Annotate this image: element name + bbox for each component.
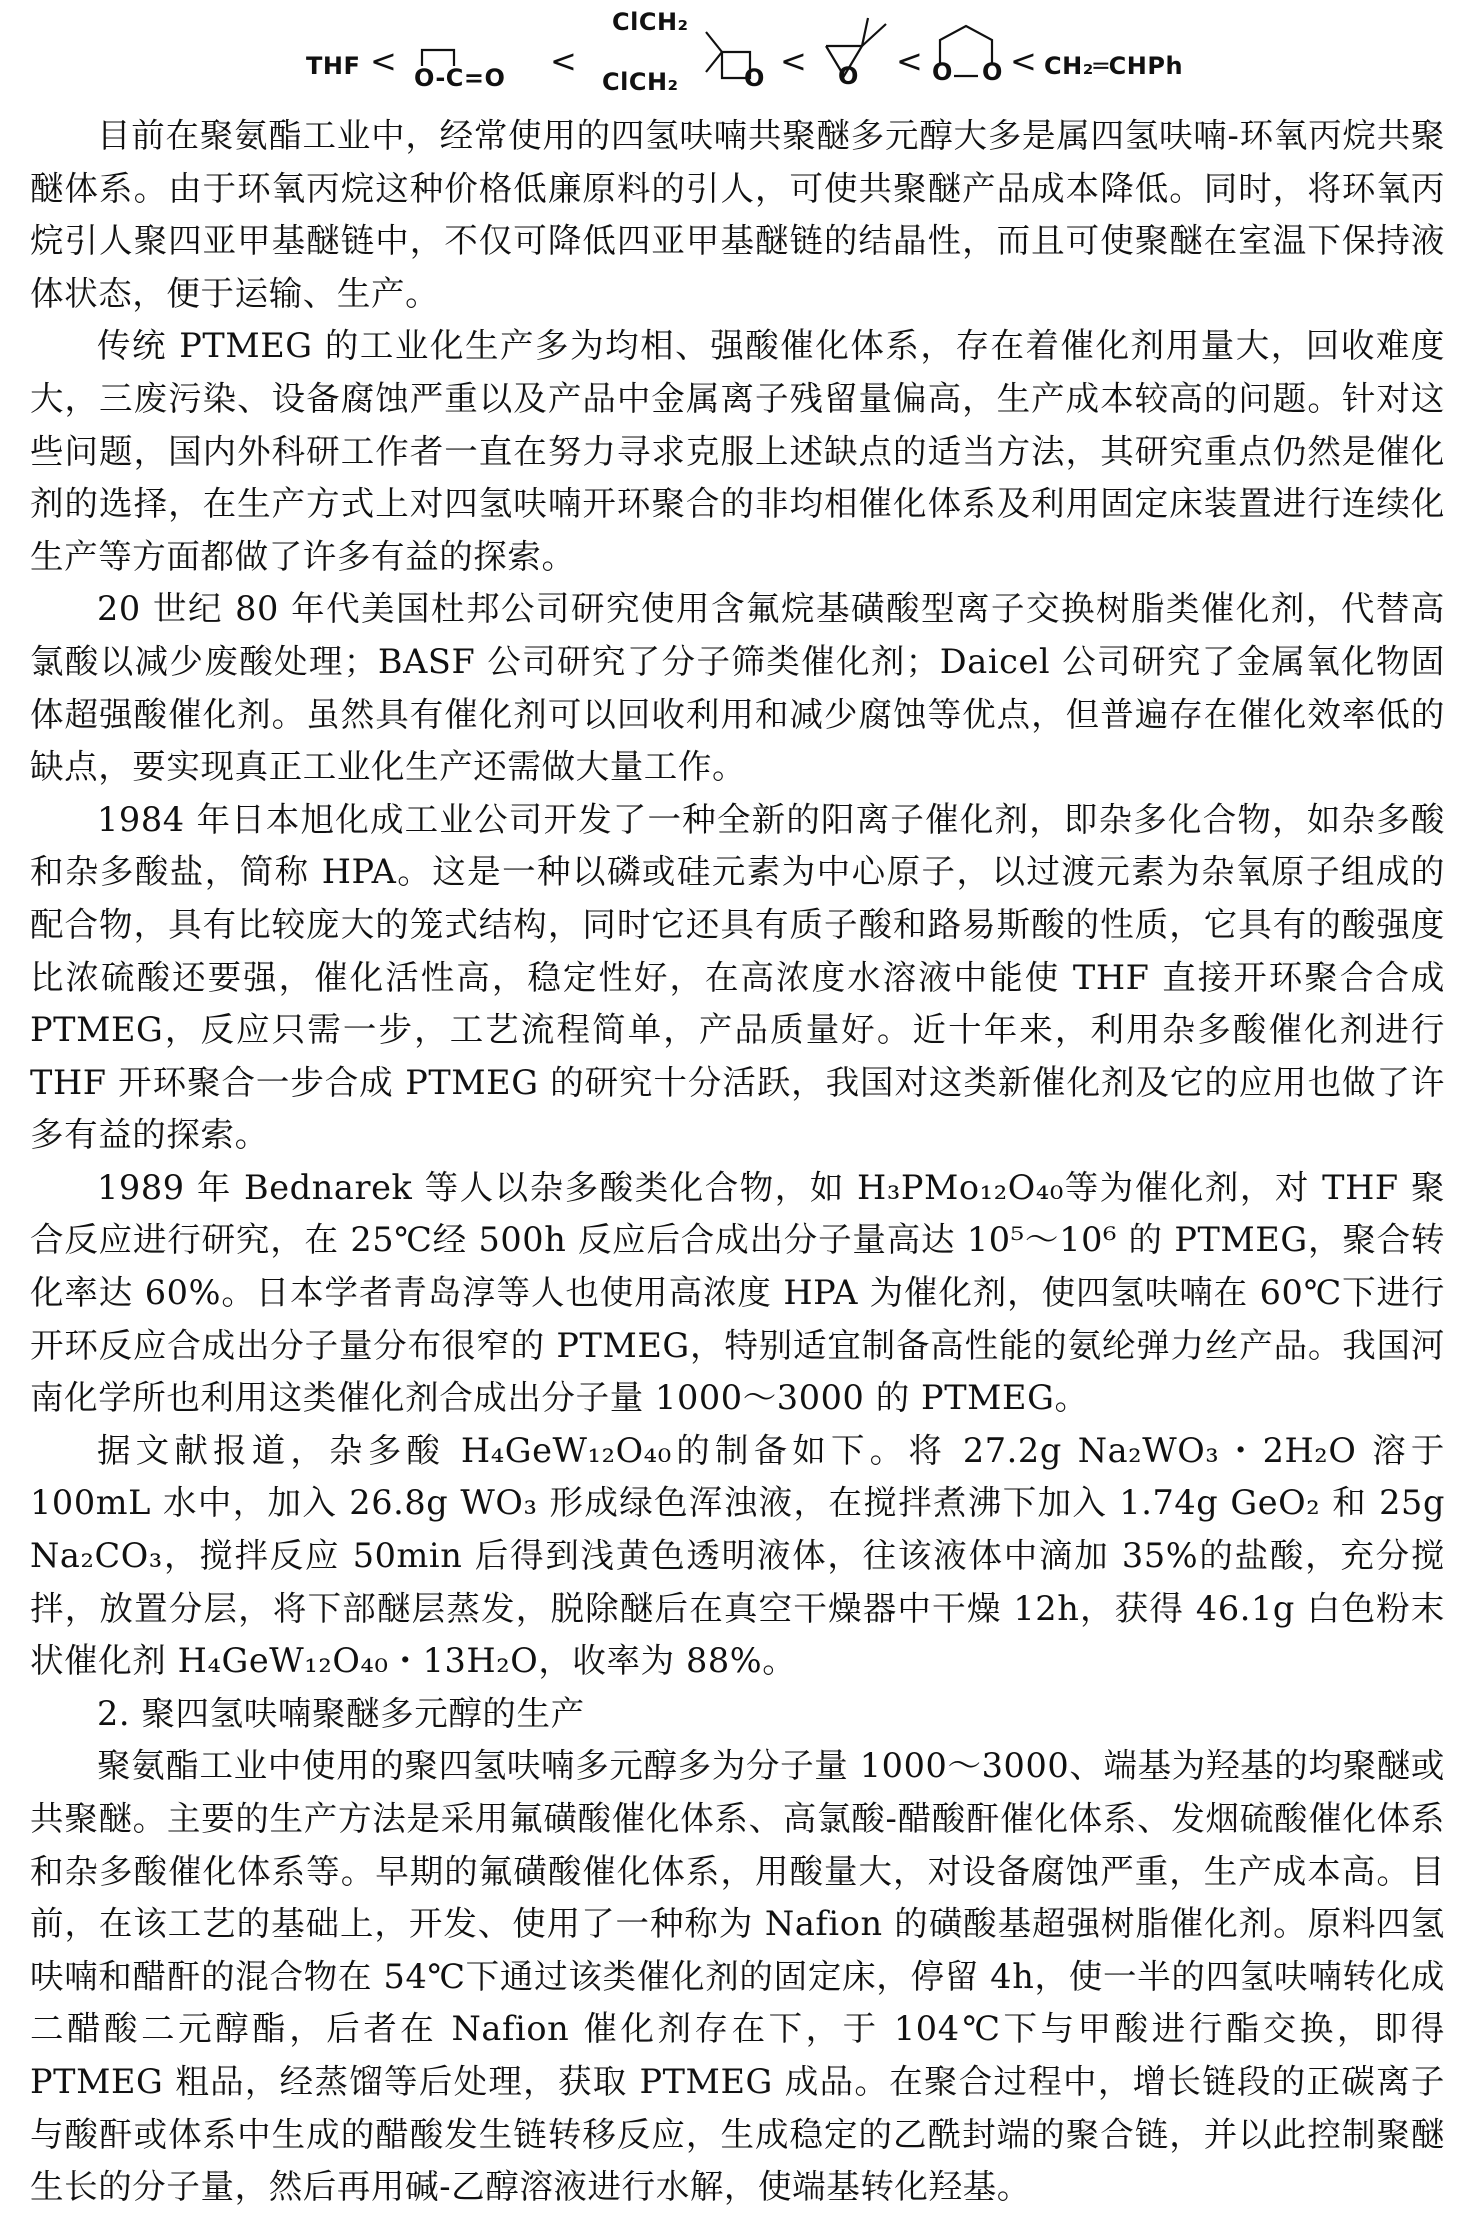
section-heading-ptmeg-production: 2. 聚四氢呋喃聚醚多元醇的生产 xyxy=(97,1693,585,1733)
formula-dioxolane-o2: O xyxy=(982,58,1003,86)
formula-less-than-1: < xyxy=(370,42,397,80)
paragraph-ptmeg-production-methods: 聚氨酯工业中使用的聚四氢呋喃多元醇多为分子量 1000～3000、端基为羟基的均聚醚或共聚醚。主要的生产方法是采用氟磺酸催化体系、高氯酸-醋酸酐催化体系、发烟硫酸催化体系和杂多酸催化体系等。早期的氟磺酸催化体系，用酸量大，对设备腐蚀严重，生产成本高。目前，在该工艺的基础上，开发、使用了一种称为 Nafion 的磺酸基超强树脂催化剂。原料四氢呋喃和醋酐的混合物在 54℃下通过该类催化剂的固定床，停留 4h，使一半的四氢呋喃转化成二醋酸二元醇酯，后者在 Nafion 催化剂存在下，于 104℃下与甲酸进行酯交换，即得 PTMEG 粗品，经蒸馏等后处理，获取 PTMEG 成品。在聚合过程中，增长链段的正碳离子与酸酐或体系中生成的醋酸发生链转移反应，生成稳定的乙酰封端的聚合链，并以此控制聚醚生长的分子量，然后再用碱-乙醇溶液进行水解，使端基转化羟基。 xyxy=(30,1746,1445,2207)
document-page xyxy=(30,0,1445,2214)
formula-thf: THF xyxy=(306,52,361,80)
formula-lactone: O-C=O xyxy=(414,64,506,92)
formula-dioxolane-o1: O xyxy=(932,58,953,86)
reactivity-order-formula xyxy=(30,0,1445,110)
formula-less-than-3: < xyxy=(780,42,807,80)
paragraph-traditional-ptmeg: 传统 PTMEG 的工业化生产多为均相、强酸催化体系，存在着催化剂用量大，回收难度大，三废污染、设备腐蚀严重以及产品中金属离子残留量偏高，生产成本较高的问题。针对这些问题，国内外科研工作者一直在努力寻求克服上述缺点的适当方法，其研究重点仍然是催化剂的选择，在生产方式上对四氢呋喃开环聚合的非均相催化体系及利用固定床装置进行连续化生产等方面都做了许多有益的探索。 xyxy=(30,326,1445,576)
formula-clch2-top: ClCH₂ xyxy=(612,8,689,36)
formula-styrene: CH₂═CHPh xyxy=(1044,52,1184,80)
paragraph-thf-copolyether: 目前在聚氨酯工业中，经常使用的四氢呋喃共聚醚多元醇大多是属四氢呋喃-环氧丙烷共聚醚体系。由于环氧丙烷这种价格低廉原料的引人，可使共聚醚产品成本降低。同时，将环氧丙烷引人聚四亚甲基醚链中，不仅可降低四亚甲基醚链的结晶性，而且可使聚醚在室温下保持液体状态，便于运输、生产。 xyxy=(30,116,1445,313)
paragraph-bednarek-1989: 1989 年 Bednarek 等人以杂多酸类化合物，如 H₃PMo₁₂O₄₀等为催化剂，对 THF 聚合反应进行研究，在 25℃经 500h 反应后合成出分子量高达 10⁵～10⁶ 的 PTMEG，聚合转化率达 60%。日本学者青岛淳等人也使用高浓度 HPA 为催化剂，使四氢呋喃在 60℃下进行开环反应合成出分子量分布很窄的 PTMEG，特别适宜制备高性能的氨纶弹力丝产品。我国河南化学所也利用这类催化剂合成出分子量 1000～3000 的 PTMEG。 xyxy=(30,1167,1445,1418)
formula-oxetane-o: O xyxy=(744,64,765,92)
formula-epoxide-o: O xyxy=(838,62,859,90)
paragraph-hpa-preparation: 据文献报道，杂多酸 H₄GeW₁₂O₄₀的制备如下。将 27.2g Na₂WO₃・2H₂O 溶于 100mL 水中，加入 26.8g WO₃ 形成绿色浑浊液，在搅拌煮沸下加入 1.74g GeO₂ 和 25g Na₂CO₃，搅拌反应 50min 后得到浅黄色透明液体，往该液体中滴加 35%的盐酸，充分搅拌，放置分层，将下部醚层蒸发，脱除醚后在真空干燥器中干燥 12h，获得 46.1g 白色粉末状催化剂 H₄GeW₁₂O₄₀・13H₂O，收率为 88%。 xyxy=(30,1430,1445,1681)
formula-less-than-5: < xyxy=(1010,42,1037,80)
formula-clch2-bottom: ClCH₂ xyxy=(602,68,679,96)
formula-less-than-2: < xyxy=(550,42,577,80)
formula-less-than-4: < xyxy=(896,42,923,80)
paragraph-1980s-catalysts: 20 世纪 80 年代美国杜邦公司研究使用含氟烷基磺酸型离子交换树脂类催化剂，代替高氯酸以减少废酸处理；BASF 公司研究了分子筛类催化剂；Daicel 公司研究了金属氧化物固体超强酸催化剂。虽然具有催化剂可以回收利用和减少腐蚀等优点，但普遍存在催化效率低的缺点，要实现真正工业化生产还需做大量工作。 xyxy=(30,589,1445,787)
paragraph-hpa-1984: 1984 年日本旭化成工业公司开发了一种全新的阳离子催化剂，即杂多化合物，如杂多酸和杂多酸盐，简称 HPA。这是一种以磷或硅元素为中心原子，以过渡元素为杂氧原子组成的配合物，具有比较庞大的笼式结构，同时它还具有质子酸和路易斯酸的性质，它具有的酸强度比浓硫酸还要强，催化活性高，稳定性好，在高浓度水溶液中能使 THF 直接开环聚合合成 PTMEG，反应只需一步，工艺流程简单，产品质量好。近十年来，利用杂多酸催化剂进行 THF 开环聚合一步合成 PTMEG 的研究十分活跃，我国对这类新催化剂及它的应用也做了许多有益的探索。 xyxy=(30,799,1445,1155)
